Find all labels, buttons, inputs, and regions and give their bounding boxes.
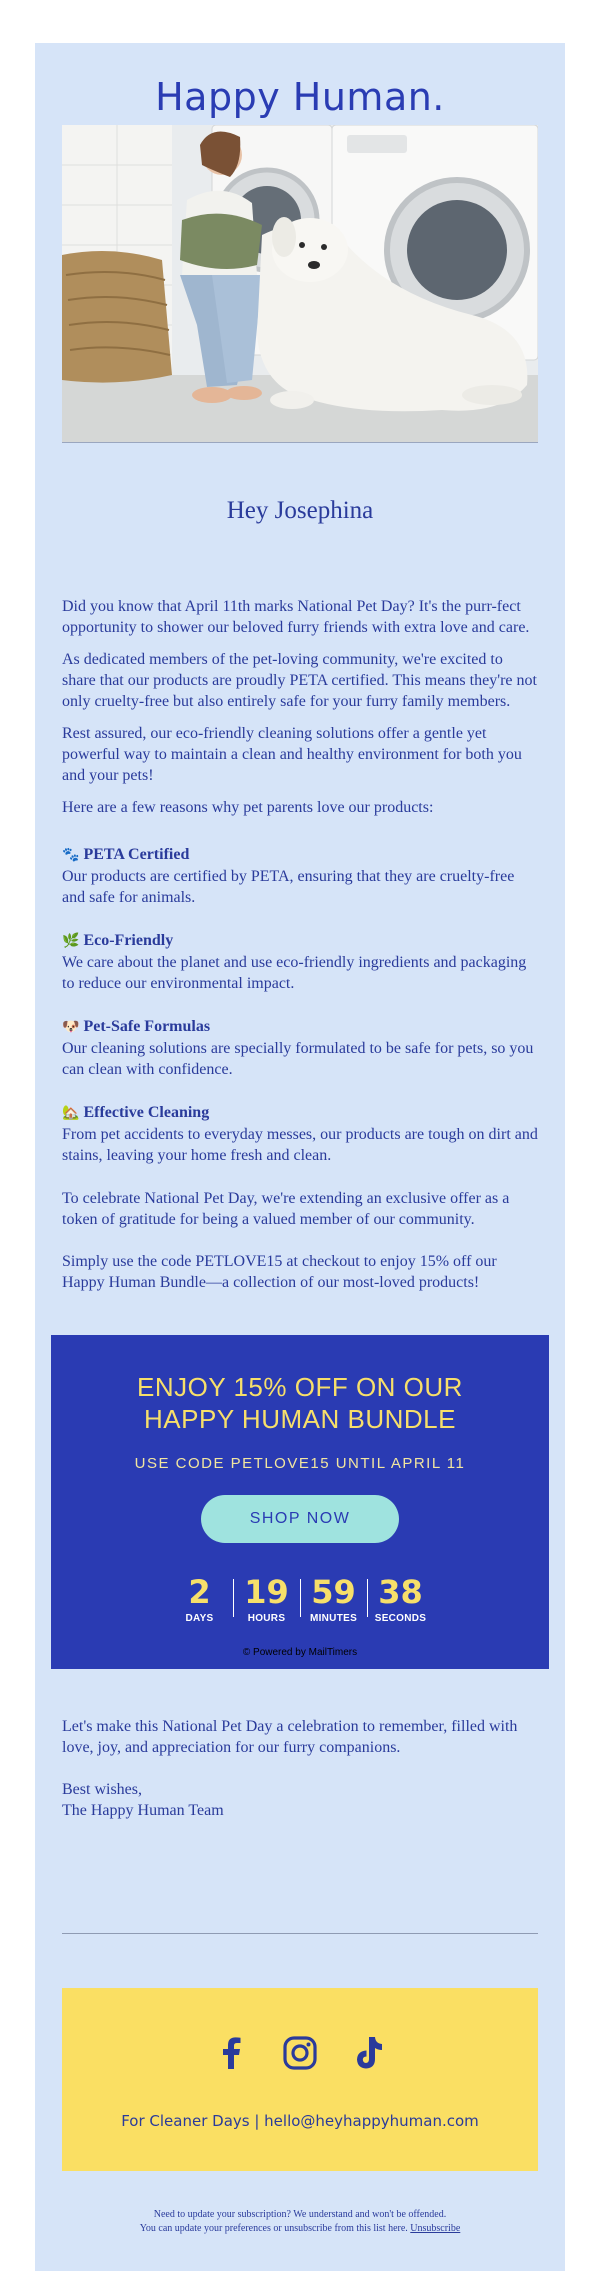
section-divider — [62, 1933, 538, 1934]
unsubscribe-link[interactable]: Unsubscribe — [410, 2223, 461, 2234]
countdown-value: 59 — [311, 1573, 356, 1611]
reason-title: Pet-Safe Formulas — [83, 1018, 211, 1035]
promo-banner — [51, 1335, 549, 1669]
shop-now-button[interactable]: SHOP NOW — [201, 1495, 399, 1543]
offer-paragraph: Simply use the code PETLOVE15 at checkout to enjoy 15% off our Happy Human Bundle—a collection of our most-loved products! — [62, 1253, 497, 1291]
signoff: Best wishes, — [62, 1781, 142, 1798]
countdown-timer — [166, 1573, 434, 1625]
footer-banner — [62, 1988, 538, 2171]
countdown-minutes — [300, 1573, 367, 1624]
leaf-icon: 🌿 — [62, 933, 80, 949]
closing-section — [62, 1716, 538, 1821]
reason-title: PETA Certified — [83, 846, 190, 863]
reason-title: Eco-Friendly — [83, 932, 174, 949]
intro-paragraph: As dedicated members of the pet-loving community, we're excited to share that our products are proudly PETA certified. This means they're not only cruelty-free but also entirely safe for your furry family members. — [62, 651, 537, 710]
promo-title — [51, 1371, 549, 1435]
dog-icon: 🐶 — [62, 1019, 80, 1035]
intro-paragraph: Here are a few reasons why pet parents love our products: — [62, 799, 434, 816]
hero-photo — [62, 125, 538, 443]
powered-by-link[interactable]: © Powered by MailTimers — [242, 1647, 358, 1658]
social-links — [62, 2033, 538, 2073]
promo-title-line: HAPPY HUMAN BUNDLE — [144, 1404, 456, 1434]
countdown-value: 2 — [188, 1573, 211, 1611]
reason-title: Effective Cleaning — [83, 1104, 210, 1121]
tiktok-icon[interactable] — [348, 2033, 388, 2073]
legal-text — [35, 2208, 565, 2236]
closing-message: Let's make this National Pet Day a celebration to remember, filled with love, joy, and appreciation for our furry companions. — [62, 1718, 518, 1756]
greeting-heading: Hey Josephina — [226, 497, 374, 524]
offer-paragraph: To celebrate National Pet Day, we're extending an exclusive offer as a token of gratitude for being a valued member of our community. — [62, 1190, 510, 1228]
countdown-label: HOURS — [247, 1613, 286, 1624]
brand-logo[interactable]: Happy Human. — [155, 75, 445, 119]
countdown-label: MINUTES — [309, 1613, 358, 1624]
reason-text: Our cleaning solutions are specially formulated to be safe for pets, so you can clean with confidence. — [62, 1040, 534, 1078]
promo-title-line: ENJOY 15% OFF ON OUR — [137, 1372, 463, 1402]
intro-paragraph: Did you know that April 11th marks National Pet Day? It's the purr-fect opportunity to shower our beloved furry friends with extra love and care. — [62, 598, 530, 636]
reason-text: We care about the planet and use eco-friendly ingredients and packaging to reduce our environmental impact. — [62, 954, 527, 992]
promo-code-text: USE CODE PETLOVE15 UNTIL APRIL 11 — [134, 1455, 466, 1472]
paw-icon: 🐾 — [62, 847, 80, 863]
legal-line: Need to update your subscription? We understand and won't be offended. — [153, 2209, 447, 2220]
countdown-hours — [233, 1573, 300, 1624]
instagram-icon[interactable] — [280, 2033, 320, 2073]
countdown-label: SECONDS — [374, 1613, 427, 1624]
intro-paragraph: Rest assured, our eco-friendly cleaning solutions offer a gentle yet powerful way to maintain a clean and healthy environment for both you and your pets! — [62, 725, 522, 784]
countdown-seconds — [367, 1573, 434, 1624]
reason-peta — [62, 844, 538, 908]
reason-pet-safe — [62, 1016, 538, 1080]
offer-copy — [62, 1188, 538, 1293]
house-icon: 🏡 — [62, 1105, 80, 1121]
hero-image[interactable] — [62, 125, 538, 443]
countdown-value: 38 — [378, 1573, 423, 1611]
signature: The Happy Human Team — [62, 1802, 224, 1819]
reason-text: Our products are certified by PETA, ensuring that they are cruelty-free and safe for animals. — [62, 868, 515, 906]
body-copy — [62, 596, 538, 1314]
reason-text: From pet accidents to everyday messes, our products are tough on dirt and stains, leaving your home fresh and clean. — [62, 1126, 538, 1164]
reason-eco — [62, 930, 538, 994]
countdown-value: 19 — [244, 1573, 289, 1611]
facebook-icon[interactable] — [212, 2033, 252, 2073]
countdown-label: DAYS — [185, 1613, 214, 1624]
legal-line: You can update your preferences or unsubscribe from this list here. — [139, 2223, 408, 2234]
footer-tagline[interactable]: For Cleaner Days | hello@heyhappyhuman.com — [121, 2112, 479, 2130]
reason-cleaning — [62, 1102, 538, 1166]
email-container — [35, 43, 565, 2271]
countdown-days — [166, 1573, 233, 1624]
